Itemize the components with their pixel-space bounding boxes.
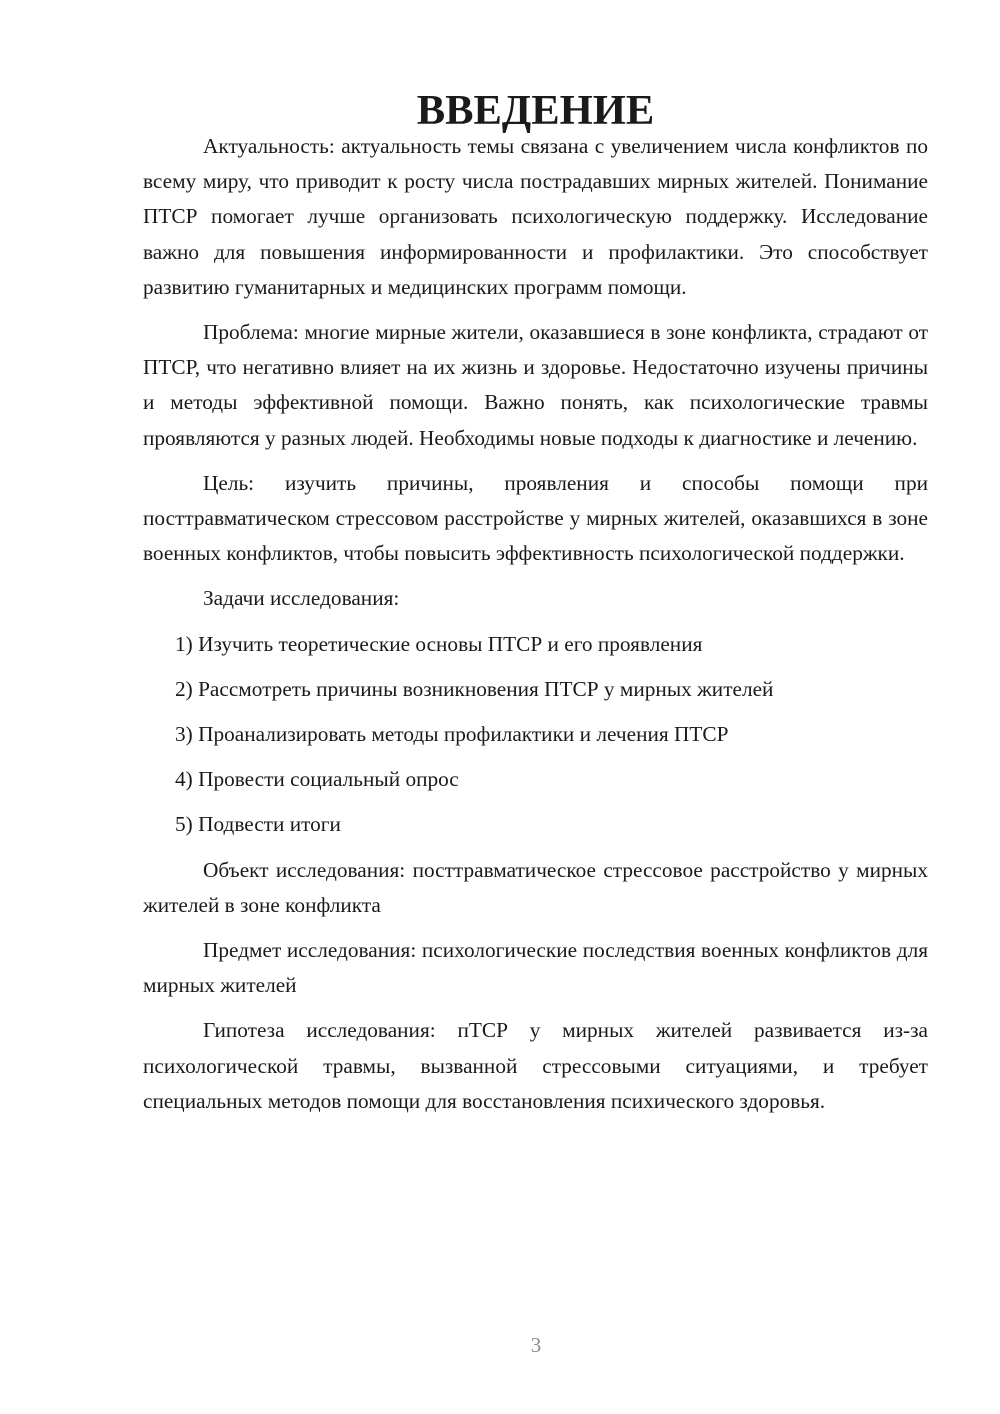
paragraph-object: Объект исследования: посттравматическое стрессовое расстройство у мирных жителей в зоне конфликта	[143, 857, 928, 917]
paragraph-relevance: Актуальность: актуальность темы связана с увеличением числа конфликтов по всему миру, что приводит к росту числа пострадавших мирных жителей. Понимание ПТСР помогает лучше организовать психологическую поддержку. Исследование важно для повышения информированности и профилактики. Это способствует развитию гуманитарных и медицинских программ помощи.	[143, 134, 928, 299]
task-item: 1) Изучить теоретические основы ПТСР и его проявления	[175, 631, 703, 656]
paragraph-hypothesis: Гипотеза исследования: пТСР у мирных жителей развивается из-за психологической травмы, вызванной стрессовыми ситуациями, и требует специальных методов помощи для восстановления психического здоровья.	[143, 1018, 928, 1113]
page-number: 3	[530, 1333, 542, 1357]
task-item: 2) Рассмотреть причины возникновения ПТСР у мирных жителей	[175, 676, 774, 701]
paragraph-goal: Цель: изучить причины, проявления и способы помощи при посттравматическом стрессовом расстройстве у мирных жителей, оказавшихся в зоне военных конфликтов, чтобы повысить эффективность психологической поддержки.	[143, 470, 928, 566]
task-item: 3) Проанализировать методы профилактики и лечения ПТСР	[175, 722, 729, 747]
tasks-list	[143, 627, 928, 843]
task-item: 5) Подвести итоги	[175, 812, 341, 837]
document-page	[143, 87, 928, 1129]
tasks-heading: Задачи исследования:	[203, 586, 400, 611]
paragraph-subject: Предмет исследования: психологические последствия военных конфликтов для мирных жителей	[143, 938, 928, 998]
task-item: 4) Провести социальный опрос	[175, 767, 459, 792]
paragraph-problem: Проблема: многие мирные жители, оказавшиеся в зоне конфликта, страдают от ПТСР, что негативно влияет на их жизнь и здоровье. Недостаточно изучены причины и методы эффективной помощи. Важно понять, как психологические травмы проявляются у разных людей. Необходимы новые подходы к диагностике и лечению.	[143, 320, 928, 450]
section-title: ВВЕДЕНИЕ	[416, 87, 655, 134]
